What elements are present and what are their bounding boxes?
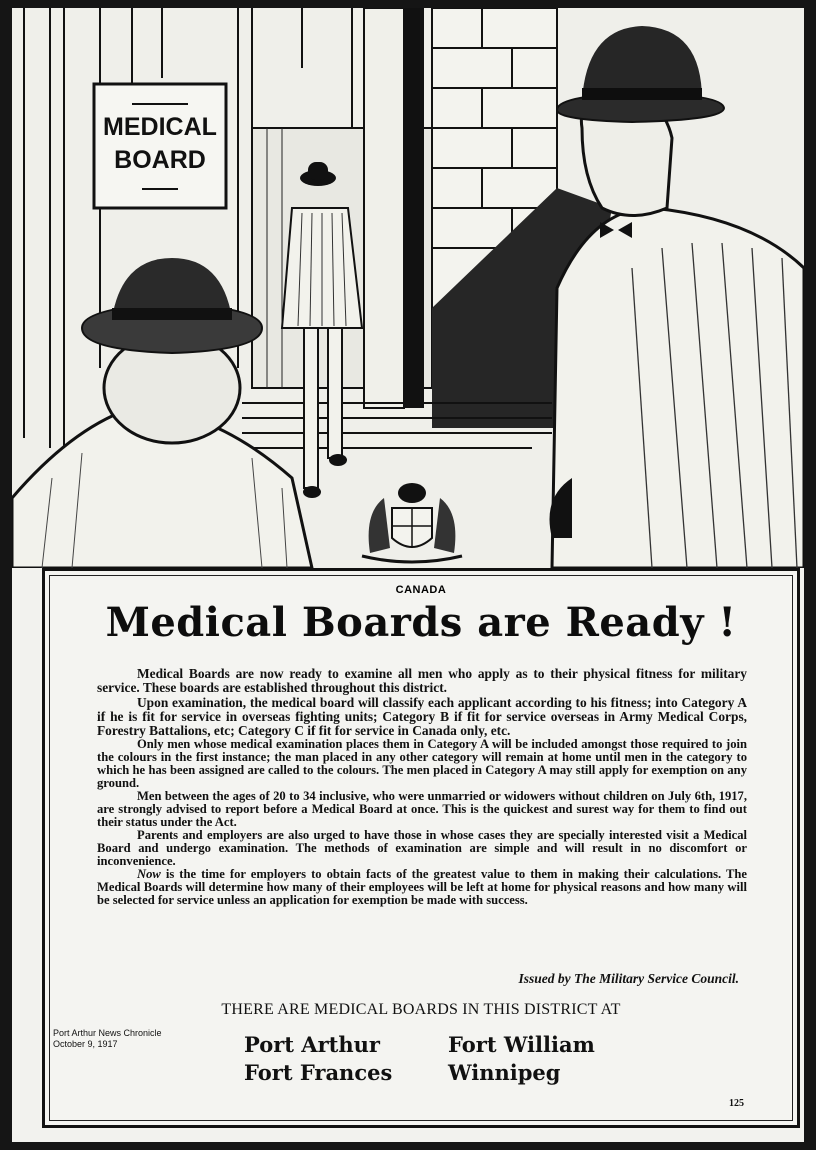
paragraph-3: Only men whose medical examination places them in Category A will be included amongst those required to join the colours in the first instance; the man placed in any other category will remain at home until men in the category to which he has been assigned are called to the colours. The men placed in Category A may still apply for exemption on any ground. [97, 737, 747, 791]
paragraph-1: Medical Boards are now ready to examine all men who apply as to their physical fitness for military service. These boards are established throughout this district. [97, 666, 747, 696]
sign-line-1: MEDICAL [103, 113, 217, 141]
medical-board-sign [94, 84, 226, 208]
now-word: Now [137, 867, 161, 882]
city-fort-william: Fort William [448, 1032, 595, 1057]
signature: Issued by The Military Service Council. [518, 971, 739, 986]
caption-line-1: Port Arthur News Chronicle [53, 1028, 162, 1038]
paragraph-4: Men between the ages of 20 to 34 inclusive, who were unmarried or widowers without children on July 6th, 1917, are strongly advised to report before a Medical Board at once. This is the quickest and surest way for them to find out their status under the Act. [97, 789, 747, 830]
country-label: CANADA [395, 584, 447, 596]
boards-heading: THERE ARE MEDICAL BOARDS IN THIS DISTRICT AT [221, 1001, 621, 1018]
paragraph-5: Parents and employers are also urged to have those in whose cases they are specially interested visit a Medical Board and undergo examination. The methods of examination are simple and will result in no discomfort or inconvenience. [97, 828, 747, 869]
city-fort-frances: Fort Frances [244, 1060, 393, 1085]
city-port-arthur: Port Arthur [244, 1032, 380, 1057]
street-illustration [12, 8, 804, 568]
paragraph-6-text: is the time for employers to obtain facts of the greatest value to them in making their calculations. The Medical Boards will determine how many of their employees will be left at home for physical reasons and how many will be selected for service unless an application for exemption be made with success. [97, 867, 747, 908]
page-number: 125 [729, 1098, 744, 1109]
caption-line-2: October 9, 1917 [53, 1039, 118, 1049]
paragraph-6 [97, 868, 747, 907]
source-caption [53, 1028, 162, 1050]
headline: Medical Boards are Ready ! [105, 599, 737, 646]
city-winnipeg: Winnipeg [448, 1060, 561, 1085]
paragraph-2: Upon examination, the medical board will classify each applicant according to his fitness; into Category A if he is fit for service in overseas fighting units; Category B if fit for service overseas in Army Medical Corps, Forestry Battalions, etc; Category C if fit for service in Canada only, etc. [97, 694, 747, 739]
ad-body [97, 667, 747, 907]
sign-line-2: BOARD [114, 146, 206, 174]
newspaper-page [12, 8, 804, 1142]
